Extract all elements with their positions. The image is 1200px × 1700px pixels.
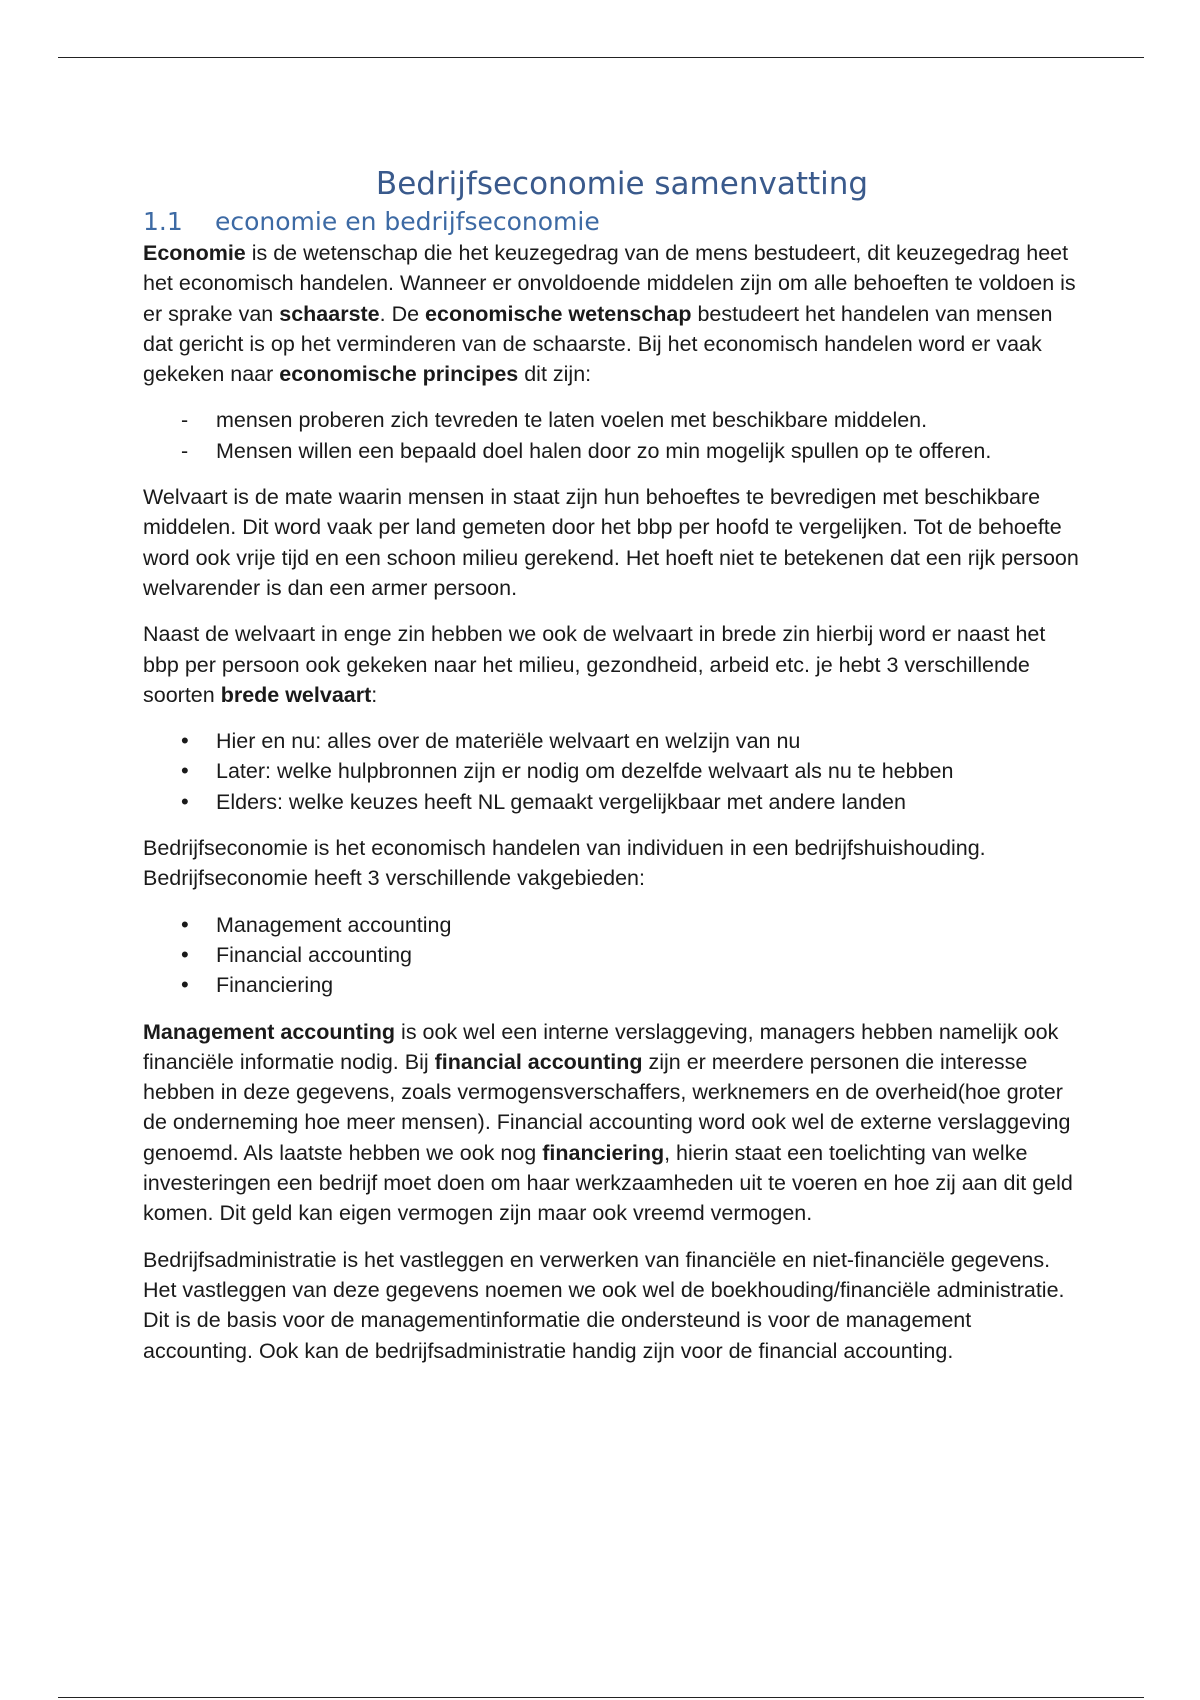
list-item: • Financiering xyxy=(143,970,1083,1000)
bullet-marker: • xyxy=(181,788,189,814)
paragraph-brede-welvaart: Naast de welvaart in enge zin hebben we ook de welvaart in brede zin hierbij word er naast het bbp per persoon ook gekeken naar het milieu, gezondheid, arbeid etc. je hebt 3 verschillende soorten brede welvaart: xyxy=(143,622,1046,707)
list-item: • Financial accounting xyxy=(143,940,1083,970)
paragraph-accounting: Management accounting is ook wel een interne verslaggeving, managers hebben namelijk ook financiële informatie nodig. Bij financial accounting zijn er meerdere personen die interesse hebben in deze gegevens, zoals vermogensverschaffers, werknemers en de overheid(hoe groter de onderneming hoe meer mensen). Financial accounting word ook wel de externe verslaggeving genoemd. Als laatste hebben we ook nog financiering, hierin staat een toelichting van welke investeringen een bedrijf moet doen om haar werkzaamheden uit te voeren en hoe zij aan dit geld komen. Dit geld kan eigen vermogen zijn maar ook vreemd vermogen. xyxy=(143,1019,1073,1226)
bullet-marker: • xyxy=(181,941,189,967)
vakgebieden-list xyxy=(143,910,1083,1001)
paragraph-welvaart: Welvaart is de mate waarin mensen in staat zijn hun behoeftes te bevredigen met beschikbare middelen. Dit word vaak per land gemeten door het bbp per hoofd te vergelijken. Tot de behoefte word ook vrije tijd en een schoon milieu gerekend. Het hoeft niet te betekenen dat een rijk persoon welvarender is dan een armer persoon. xyxy=(143,485,1079,600)
paragraph-economie: Economie is de wetenschap die het keuzegedrag van de mens bestudeert, dit keuzegedrag heet het economisch handelen. Wanneer er onvoldoende middelen zijn om alle behoeften te voldoen is er sprake van schaarste. De economische wetenschap bestudeert het handelen van mensen dat gericht is op het verminderen van de schaarste. Bij het economisch handelen word er vaak gekeken naar economische principes dit zijn: xyxy=(143,241,1076,387)
section-heading xyxy=(143,206,1083,238)
list-item: - mensen proberen zich tevreden te laten voelen met beschikbare middelen. xyxy=(143,405,1083,435)
document-title: Bedrijfseconomie samenvatting xyxy=(375,166,869,202)
list-item: - Mensen willen een bepaald doel halen door zo min mogelijk spullen op te offeren. xyxy=(143,436,1083,466)
term-economische-principes: economische principes xyxy=(279,362,519,387)
dash-marker: - xyxy=(181,438,189,463)
bullet-marker: • xyxy=(181,758,189,784)
term-brede-welvaart: brede welvaart xyxy=(220,682,372,707)
list-item: • Hier en nu: alles over de materiële welvaart en welzijn van nu xyxy=(143,726,1083,756)
principles-list xyxy=(143,405,1083,466)
bullet-marker: • xyxy=(181,972,189,998)
welvaart-list xyxy=(143,726,1083,817)
term-schaarste: schaarste xyxy=(279,301,380,326)
section-number: 1.1 xyxy=(143,207,183,236)
section-title: economie en bedrijfseconomie xyxy=(215,207,600,236)
bullet-marker: • xyxy=(181,728,189,754)
bullet-marker: • xyxy=(181,911,189,937)
header-rule xyxy=(58,57,1144,58)
term-financial-accounting: financial accounting xyxy=(434,1049,643,1074)
term-economische-wetenschap: economische wetenschap xyxy=(425,301,692,326)
list-item: • Later: welke hulpbronnen zijn er nodig om dezelfde welvaart als nu te hebben xyxy=(143,756,1083,786)
list-item: • Management accounting xyxy=(143,910,1083,940)
paragraph-bedrijfsadministratie: Bedrijfsadministratie is het vastleggen en verwerken van financiële en niet-financiële gegevens. Het vastleggen van deze gegevens noemen we ook wel de boekhouding/financiële administratie. Dit is de basis voor de managementinformatie die ondersteund is voor de management accounting. Ook kan de bedrijfsadministratie handig zijn voor de financial accounting. xyxy=(143,1247,1065,1363)
term-economie: Economie xyxy=(143,241,246,265)
list-item: • Elders: welke keuzes heeft NL gemaakt vergelijkbaar met andere landen xyxy=(143,787,1083,817)
term-financiering: financiering xyxy=(542,1140,665,1165)
term-management-accounting: Management accounting xyxy=(143,1019,396,1044)
footer-rule xyxy=(58,1697,1144,1698)
dash-marker: - xyxy=(181,408,189,433)
paragraph-bedrijfseconomie: Bedrijfseconomie is het economisch handelen van individuen in een bedrijfshuishouding. Bedrijfseconomie heeft 3 verschillende vakgebieden: xyxy=(143,836,986,891)
document-body xyxy=(143,162,1083,1382)
